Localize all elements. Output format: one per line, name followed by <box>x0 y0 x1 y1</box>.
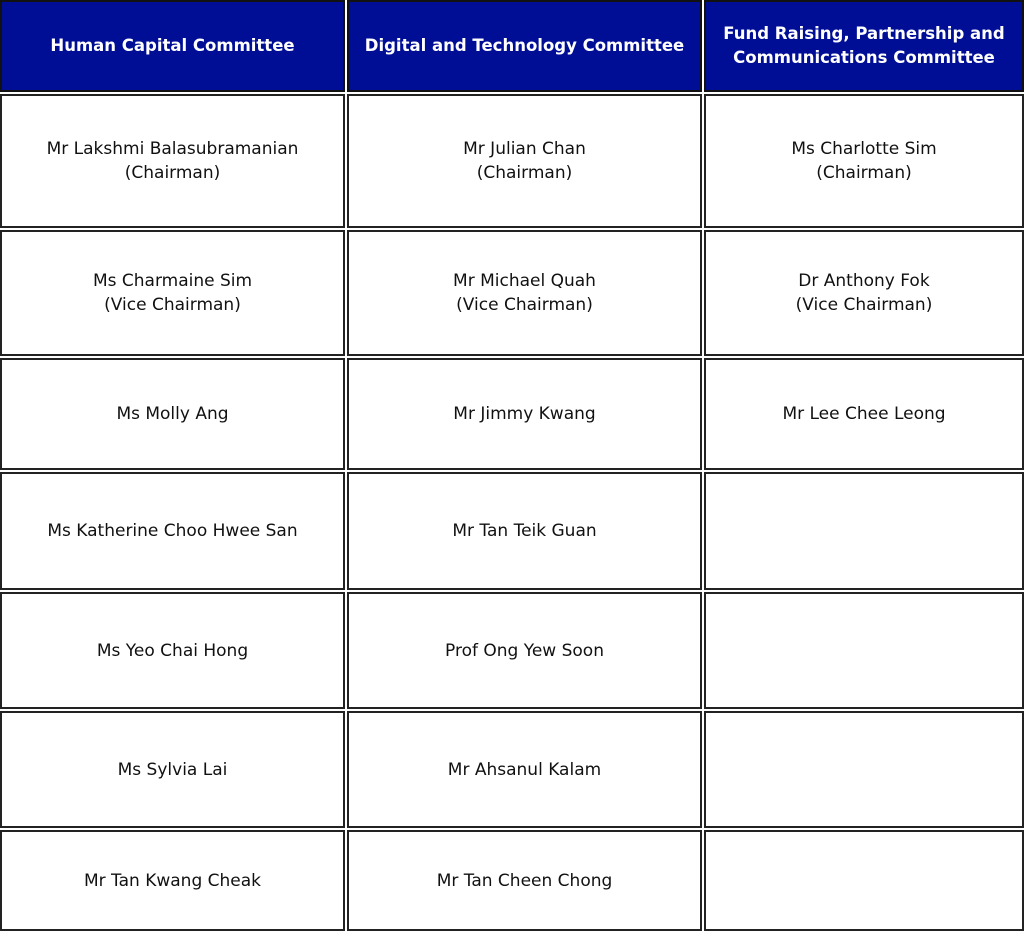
member-cell <box>0 830 345 931</box>
member-cell <box>0 711 345 828</box>
header-line: Human Capital Committee <box>50 36 295 55</box>
empty-cell <box>704 830 1024 931</box>
member-name: Mr Lee Chee Leong <box>782 404 946 424</box>
member-role: (Chairman) <box>476 163 573 183</box>
member-text <box>463 137 586 185</box>
member-role: (Chairman) <box>816 163 912 183</box>
member-name: Prof Ong Yew Soon <box>445 640 604 661</box>
member-name: Mr Julian Chan <box>463 139 586 159</box>
member-cell <box>0 230 345 356</box>
member-cell <box>0 94 345 228</box>
empty-cell <box>704 472 1024 590</box>
member-name: Ms Charmaine Sim <box>92 271 253 291</box>
member-cell <box>347 230 702 356</box>
column-header-digital-technology <box>347 0 702 92</box>
member-name: Mr Jimmy Kwang <box>453 404 596 424</box>
member-role: (Vice Chairman) <box>104 295 241 315</box>
member-cell <box>704 358 1024 470</box>
member-name: Mr Tan Teik Guan <box>452 521 597 541</box>
header-line: Digital and Technology Committee <box>364 36 685 55</box>
member-cell <box>704 94 1024 228</box>
member-cell <box>347 358 702 470</box>
member-name: Mr Michael Quah <box>453 271 596 291</box>
header-text <box>365 34 685 58</box>
member-cell <box>704 230 1024 356</box>
member-name: Mr Tan Cheen Chong <box>436 870 613 891</box>
header-line: Fund Raising, Partnership and <box>723 24 1005 43</box>
header-text <box>723 22 1004 70</box>
member-cell <box>0 472 345 590</box>
member-name: Mr Tan Kwang Cheak <box>83 870 262 891</box>
member-role: (Vice Chairman) <box>456 295 593 315</box>
member-name: Ms Charlotte Sim <box>791 139 937 159</box>
member-cell <box>347 592 702 709</box>
header-text <box>50 34 294 58</box>
member-name: Mr Lakshmi Balasubramanian <box>46 139 299 159</box>
member-name: Ms Katherine Choo Hwee San <box>47 521 298 541</box>
member-name: Ms Sylvia Lai <box>117 759 228 780</box>
member-text <box>453 269 596 317</box>
member-role: (Chairman) <box>124 163 221 183</box>
empty-cell <box>704 592 1024 709</box>
member-cell <box>347 711 702 828</box>
member-name: Mr Ahsanul Kalam <box>447 759 602 780</box>
member-role: (Vice Chairman) <box>795 295 933 315</box>
member-cell <box>347 472 702 590</box>
member-cell <box>347 94 702 228</box>
column-header-human-capital <box>0 0 345 92</box>
member-text <box>93 269 252 317</box>
column-header-fund-raising <box>704 0 1024 92</box>
member-name: Dr Anthony Fok <box>798 271 930 291</box>
member-text <box>791 137 936 185</box>
empty-cell <box>704 711 1024 828</box>
header-line: Communications Committee <box>733 48 995 67</box>
member-text <box>796 269 933 317</box>
member-name: Ms Molly Ang <box>116 404 229 424</box>
member-text <box>47 137 299 185</box>
member-name: Ms Yeo Chai Hong <box>96 640 249 661</box>
member-cell <box>0 358 345 470</box>
member-cell <box>0 592 345 709</box>
member-cell <box>347 830 702 931</box>
